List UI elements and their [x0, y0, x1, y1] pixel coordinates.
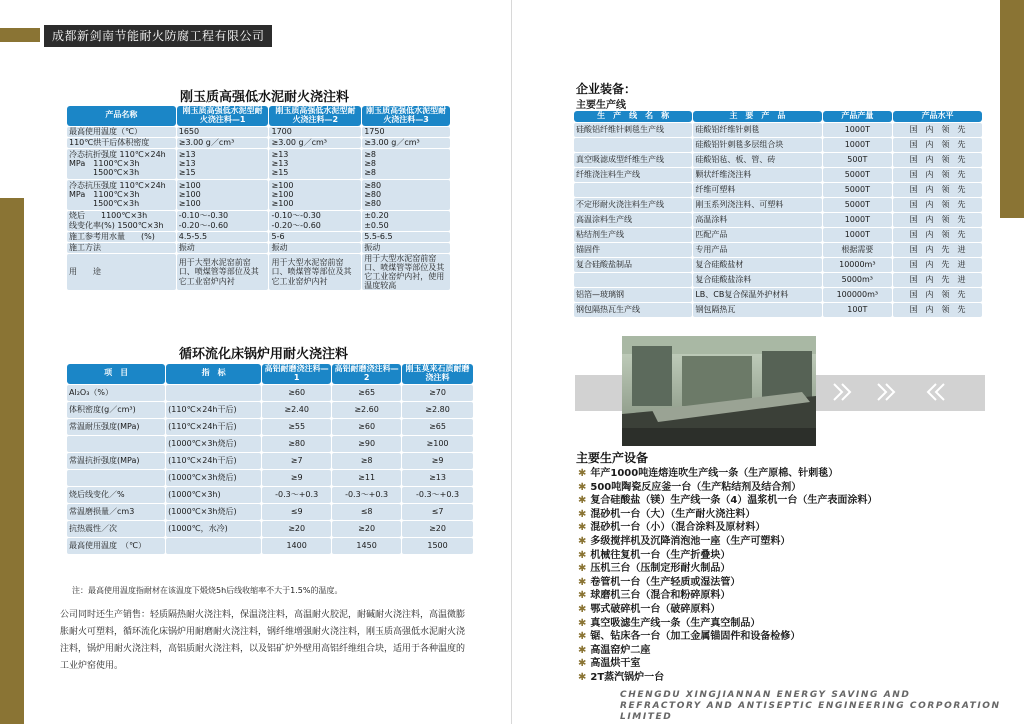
table-cell: 复合硅酸盐制品 [574, 258, 692, 272]
table-cell: 高温涂料生产线 [574, 213, 692, 227]
table-cell: (1000℃×3h烧后) [166, 504, 261, 520]
star-bullet-icon: ✱ [578, 549, 587, 561]
table-cell: 国 内 先 进 [893, 273, 982, 287]
table-cell: ≥3.00 g／cm³ [362, 138, 450, 148]
table-cell: 国 内 领 先 [893, 288, 982, 302]
chevron-right-icon [828, 378, 856, 406]
table-cell: ≥2.40 [262, 402, 331, 418]
table-cell: 复合硅酸盐涂料 [693, 273, 821, 287]
table-row [574, 138, 982, 152]
table-cell: 100T [823, 303, 893, 317]
table-row [67, 538, 473, 554]
table-cell: ≥11 [332, 470, 401, 486]
list-item [578, 521, 877, 535]
table-cell: 常温磨损量／cm3 [67, 504, 165, 520]
table-cell: 钢包隔热瓦生产线 [574, 303, 692, 317]
table-cell: 施工方法 [67, 243, 176, 253]
table-cell: 钢包隔热瓦 [693, 303, 821, 317]
footer-line-1: CHENGDU XINGJIANNAN ENERGY SAVING AND [620, 690, 911, 700]
main-equipment-list [578, 467, 877, 685]
table-cell: 纤维浇注料生产线 [574, 168, 692, 182]
table-row [67, 419, 473, 435]
table-cell: 1000T [823, 228, 893, 242]
table-cell: ≥90 [332, 436, 401, 452]
equipment-item-text: 多级搅拌机及沉降消泡池一座（生产可塑料） [590, 535, 791, 547]
list-item [578, 535, 877, 549]
table-cell: 用 途 [67, 254, 176, 291]
table-row [574, 288, 982, 302]
table-cell: ≥100 ≥100 ≥100 [177, 180, 269, 210]
table-cell: 冷态抗压强度 110℃×24h MPa 1100℃×3h 1500℃×3h [67, 180, 176, 210]
table-cell: ≥3.00 g／cm³ [177, 138, 269, 148]
star-bullet-icon: ✱ [578, 644, 587, 656]
table-cell: 振动 [269, 243, 361, 253]
table-cell: 国 内 领 先 [893, 183, 982, 197]
table-row [574, 303, 982, 317]
table-cell: 粘结剂生产线 [574, 228, 692, 242]
table-cell: ≥2.60 [332, 402, 401, 418]
column-header: 项 目 [67, 364, 165, 384]
table-cell: (1000℃×3h烧后) [166, 470, 261, 486]
table-cell: ≥60 [332, 419, 401, 435]
equipment-item-text: 锯、钻床各一台（加工金属锚固件和设备检修） [590, 631, 801, 643]
table-row [67, 127, 450, 137]
table-row [67, 254, 450, 291]
table-cell: 根据需要 [823, 243, 893, 257]
star-bullet-icon: ✱ [578, 495, 587, 507]
table-cell: 国 内 领 先 [893, 168, 982, 182]
table-row [574, 228, 982, 242]
star-bullet-icon: ✱ [578, 563, 587, 575]
table-cell: 国 内 领 先 [893, 198, 982, 212]
table-cell: 振动 [177, 243, 269, 253]
table-row [574, 183, 982, 197]
star-bullet-icon: ✱ [578, 603, 587, 615]
table-cell: 500T [823, 153, 893, 167]
table-cell: -0.3～+0.3 [262, 487, 331, 503]
equipment-item-text: 500吨陶瓷反应釜一台（生产粘结剂及结合剂） [590, 481, 802, 493]
equipment-title: 企业装备： [576, 82, 637, 96]
table-cell: 国 内 领 先 [893, 123, 982, 137]
footer-english-name [620, 690, 1024, 723]
equipment-item-text: 2T蒸汽锅炉一台 [590, 671, 665, 683]
list-item [578, 630, 877, 644]
column-header: 刚玉质高强低水泥型耐火浇注料—2 [269, 106, 361, 126]
table-cell: 5000m³ [823, 273, 893, 287]
table-cell [67, 436, 165, 452]
table-cell: 1400 [262, 538, 331, 554]
table-cell: LB、CB复合保温外护材料 [693, 288, 821, 302]
table-cell: ≥13 [402, 470, 473, 486]
equipment-item-text: 真空吸滤生产线一条（生产真空制品） [590, 617, 761, 629]
accent-bar-left [0, 198, 24, 724]
list-item [578, 576, 877, 590]
table-cell: 1500 [402, 538, 473, 554]
table-cell: 国 内 领 先 [893, 138, 982, 152]
table-cell: 5.5-6.5 [362, 232, 450, 242]
table-cell: 硅酸铝纤维针刺毯生产线 [574, 123, 692, 137]
table-cell: 常温耐压强度(MPa) [67, 419, 165, 435]
table-cell: 不定形耐火浇注料生产线 [574, 198, 692, 212]
equipment-item-text: 混砂机一台（小）（混合涂料及原材料） [590, 522, 766, 534]
equipment-item-text: 压机三台（压制定形耐火制品） [590, 563, 731, 575]
table-cell: ≥100 [402, 436, 473, 452]
column-header: 高铝耐磨浇注料—1 [262, 364, 331, 384]
table-cell: 匹配产品 [693, 228, 821, 242]
table-cell: ≥7 [262, 453, 331, 469]
production-lines-subtitle: 主要生产线 [576, 100, 626, 111]
table-cell: 真空吸滤成型纤维生产线 [574, 153, 692, 167]
table-cell: (1000℃，水冷) [166, 521, 261, 537]
table-row [67, 487, 473, 503]
table-cell: ≤7 [402, 504, 473, 520]
table-cell: 国 内 先 进 [893, 243, 982, 257]
table-cell: 1000T [823, 213, 893, 227]
table-cell [166, 538, 261, 554]
table-row [67, 149, 450, 179]
column-header: 生 产 线 名 称 [574, 111, 692, 122]
table-cell: 体积密度(g／cm³) [67, 402, 165, 418]
cfb-table [66, 363, 474, 555]
table-cell: 国 内 领 先 [893, 303, 982, 317]
equipment-item-text: 机械往复机一台（生产折叠块） [590, 549, 731, 561]
column-header: 产品水平 [893, 111, 982, 122]
table-cell: 110℃烘干后体积密度 [67, 138, 176, 148]
equipment-item-text: 年产1000吨连熔连吹生产线一条（生产原棉、针刺毯） [590, 468, 839, 479]
table-cell: 国 内 先 进 [893, 258, 982, 272]
factory-photo [622, 336, 816, 446]
list-item [578, 644, 877, 658]
star-bullet-icon: ✱ [578, 576, 587, 588]
table-cell: 铝箔—玻璃钢 [574, 288, 692, 302]
table-cell: 冷态抗折强度 110℃×24h MPa 1100℃×3h 1500℃×3h [67, 149, 176, 179]
table-cell: ≥9 [402, 453, 473, 469]
table-cell: ≤8 [332, 504, 401, 520]
table-cell: (1000℃×3h烧后) [166, 436, 261, 452]
table-cell: ±0.20 ±0.50 [362, 211, 450, 231]
column-header: 产品名称 [67, 106, 176, 126]
table-cell: 1450 [332, 538, 401, 554]
table-row [67, 504, 473, 520]
table-cell: 常温抗折强度(MPa) [67, 453, 165, 469]
table-cell: ≥2.80 [402, 402, 473, 418]
table-cell: 5000T [823, 198, 893, 212]
main-equipment-title: 主要生产设备 [576, 451, 649, 465]
table-cell: 硅酸铝纤维针刺毯 [693, 123, 821, 137]
list-item [578, 603, 877, 617]
table-cell: ≥20 [402, 521, 473, 537]
table-cell: 国 内 领 先 [893, 228, 982, 242]
star-bullet-icon: ✱ [578, 671, 587, 683]
table-cell: ≥8 [332, 453, 401, 469]
table-cell: 烧后 1100℃×3h 线变化率(%) 1500℃×3h [67, 211, 176, 231]
star-bullet-icon: ✱ [578, 508, 587, 520]
accent-bar-top [0, 28, 40, 42]
footer-line-2: REFRACTORY AND ANTISEPTIC ENGINEERING CORPORATION LIMITED [620, 701, 1001, 722]
table-cell: ≤9 [262, 504, 331, 520]
equipment-item-text: 高温窑炉二座 [590, 644, 651, 656]
table-cell: 1000T [823, 123, 893, 137]
table-cell: ≥65 [332, 385, 401, 401]
table-cell [166, 385, 261, 401]
table-row [67, 180, 450, 210]
table-row [67, 232, 450, 242]
list-item [578, 549, 877, 563]
table-row [574, 123, 982, 137]
list-item [578, 589, 877, 603]
star-bullet-icon: ✱ [578, 481, 587, 493]
castable-table [66, 105, 451, 291]
table-row [574, 153, 982, 167]
table-cell: 最高使用温度 （℃） [67, 538, 165, 554]
table-cell: ≥8 ≥8 ≥8 [362, 149, 450, 179]
table-cell: ≥60 [262, 385, 331, 401]
table-cell [574, 183, 692, 197]
star-bullet-icon: ✱ [578, 522, 587, 534]
table-cell: ≥9 [262, 470, 331, 486]
table-row [67, 470, 473, 486]
table-cell: ≥65 [402, 419, 473, 435]
table-cell: 高温涂料 [693, 213, 821, 227]
list-item [578, 657, 877, 671]
table-cell: (110℃×24h干后) [166, 453, 261, 469]
table-cell: ≥80 [262, 436, 331, 452]
list-item [578, 562, 877, 576]
list-item [578, 508, 877, 522]
table-cell: ≥20 [262, 521, 331, 537]
table-cell: 100000m³ [823, 288, 893, 302]
column-header: 刚玉莫来石质耐磨浇注料 [402, 364, 473, 384]
table-cell [574, 273, 692, 287]
table-row [67, 453, 473, 469]
list-item [578, 481, 877, 495]
table-cell: ≥55 [262, 419, 331, 435]
table-cell: 振动 [362, 243, 450, 253]
table-cell: 抗热震性／次 [67, 521, 165, 537]
table-cell: ≥70 [402, 385, 473, 401]
list-item [578, 617, 877, 631]
table-cell: 用于大型水泥窑前窑口、喷煤管等部位及其它工业窑炉内衬 [177, 254, 269, 291]
table-row [67, 436, 473, 452]
star-bullet-icon: ✱ [578, 617, 587, 629]
table-cell: (110℃×24h干后) [166, 419, 261, 435]
table-cell: 1700 [269, 127, 361, 137]
equipment-item-text: 高温烘干室 [590, 658, 641, 670]
column-header: 刚玉质高强低水泥型耐火浇注料—1 [177, 106, 269, 126]
table-row [67, 211, 450, 231]
table-cell: 1650 [177, 127, 269, 137]
table-cell: 最高使用温度（℃） [67, 127, 176, 137]
table-cell: Al₂O₃（%） [67, 385, 165, 401]
star-bullet-icon: ✱ [578, 535, 587, 547]
table-cell: ≥13 ≥13 ≥15 [269, 149, 361, 179]
table-cell: 5000T [823, 168, 893, 182]
company-header: 成都新剑南节能耐火防腐工程有限公司 [44, 25, 272, 47]
table-row [574, 198, 982, 212]
table-cell: 5000T [823, 183, 893, 197]
table-cell: 专用产品 [693, 243, 821, 257]
table-cell: ≥13 ≥13 ≥15 [177, 149, 269, 179]
table-cell: 用于大型水泥窑前窑口、喷煤管等部位及其它工业窑炉内衬，使用温度较高 [362, 254, 450, 291]
table-cell: 国 内 领 先 [893, 153, 982, 167]
star-bullet-icon: ✱ [578, 631, 587, 643]
table-cell: 用于大型水泥窑前窑口、喷煤管等部位及其它工业窑炉内衬 [269, 254, 361, 291]
equipment-item-text: 复合硅酸盐（镁）生产线一条（4）温浆机一台（生产表面涂料） [590, 495, 878, 507]
table-cell: 10000m³ [823, 258, 893, 272]
sales-paragraph: 公司同时还生产销售：轻质隔热耐火浇注料，保温浇注料，高温耐火胶泥，耐碱耐火浇注料，高温微膨胀耐火可塑料，循环流化床锅炉用耐磨耐火浇注料，钢纤维增强耐火浇注料，刚玉质高强低水泥耐火浇注料，锅炉用耐火浇注料，高铝质耐火浇注料，以及铝矿炉外壁用高铝纤维组合块，适用于各种温度的工业炉窑使用。 [60, 610, 466, 671]
table-cell: ≥100 ≥100 ≥100 [269, 180, 361, 210]
table-cell: 刚玉系列浇注料、可塑料 [693, 198, 821, 212]
table-cell: 5-6 [269, 232, 361, 242]
table-cell: ≥80 ≥80 ≥80 [362, 180, 450, 210]
table-cell: 1750 [362, 127, 450, 137]
table-cell: 硅酸铝针刺毯多层组合块 [693, 138, 821, 152]
table-cell: 1000T [823, 138, 893, 152]
accent-bar-right [1000, 0, 1024, 218]
table-cell [67, 470, 165, 486]
table-row [574, 243, 982, 257]
star-bullet-icon: ✱ [578, 590, 587, 602]
table-cell: 颗状纤维浇注料 [693, 168, 821, 182]
table-row [67, 385, 473, 401]
table-row [574, 168, 982, 182]
table-cell: 国 内 领 先 [893, 213, 982, 227]
table-cell: ≥3.00 g／cm³ [269, 138, 361, 148]
table-row [67, 138, 450, 148]
chevron-right-icon [872, 378, 900, 406]
production-lines-table [573, 110, 983, 318]
table-cell: 纤维可塑料 [693, 183, 821, 197]
table-cell: 锚固件 [574, 243, 692, 257]
table-cell: 施工参考用水量 (%) [67, 232, 176, 242]
footnote: 注：最高使用温度指耐材在该温度下煅烧5h后线收缩率不大于1.5%的温度。 [72, 586, 343, 595]
column-header: 高铝耐磨浇注料—2 [332, 364, 401, 384]
cfb-title: 循环流化床锅炉用耐火浇注料 [179, 347, 349, 362]
column-header: 指 标 [166, 364, 261, 384]
table-cell: -0.3～+0.3 [332, 487, 401, 503]
table-cell: ≥20 [332, 521, 401, 537]
table-cell: 4.5-5.5 [177, 232, 269, 242]
table-cell: (110℃×24h干后) [166, 402, 261, 418]
column-header: 刚玉质高强低水泥型耐火浇注料—3 [362, 106, 450, 126]
table-row [574, 258, 982, 272]
table-cell: 硅酸铝毡、板、管、砖 [693, 153, 821, 167]
table-cell [574, 138, 692, 152]
table-cell: -0.10～-0.30 -0.20～-0.60 [177, 211, 269, 231]
table-cell: -0.10～-0.30 -0.20～-0.60 [269, 211, 361, 231]
column-header: 主 要 产 品 [693, 111, 821, 122]
table-cell: 复合硅酸盐材 [693, 258, 821, 272]
table-cell: 烧后线变化／% [67, 487, 165, 503]
list-item [578, 467, 877, 481]
list-item [578, 671, 877, 685]
star-bullet-icon: ✱ [578, 658, 587, 670]
equipment-item-text: 鄂式破碎机一台（破碎原料） [590, 603, 721, 615]
table-row [67, 402, 473, 418]
chevron-left-icon [922, 378, 950, 406]
table-row [67, 243, 450, 253]
column-header: 产品产量 [823, 111, 893, 122]
equipment-item-text: 混砂机一台（大）（生产耐火浇注料） [590, 508, 756, 520]
equipment-item-text: 球磨机三台（混合和粉碎原料） [590, 590, 731, 602]
list-item [578, 494, 877, 508]
table-row [67, 521, 473, 537]
table-row [574, 213, 982, 227]
page-divider [511, 0, 512, 724]
star-bullet-icon: ✱ [578, 468, 587, 479]
table-row [574, 273, 982, 287]
equipment-item-text: 卷管机一台（生产轻质或湿法管） [590, 576, 741, 588]
table-cell: (1000℃×3h) [166, 487, 261, 503]
table-cell: -0.3～+0.3 [402, 487, 473, 503]
castable-title: 刚玉质高强低水泥耐火浇注料 [180, 90, 350, 105]
